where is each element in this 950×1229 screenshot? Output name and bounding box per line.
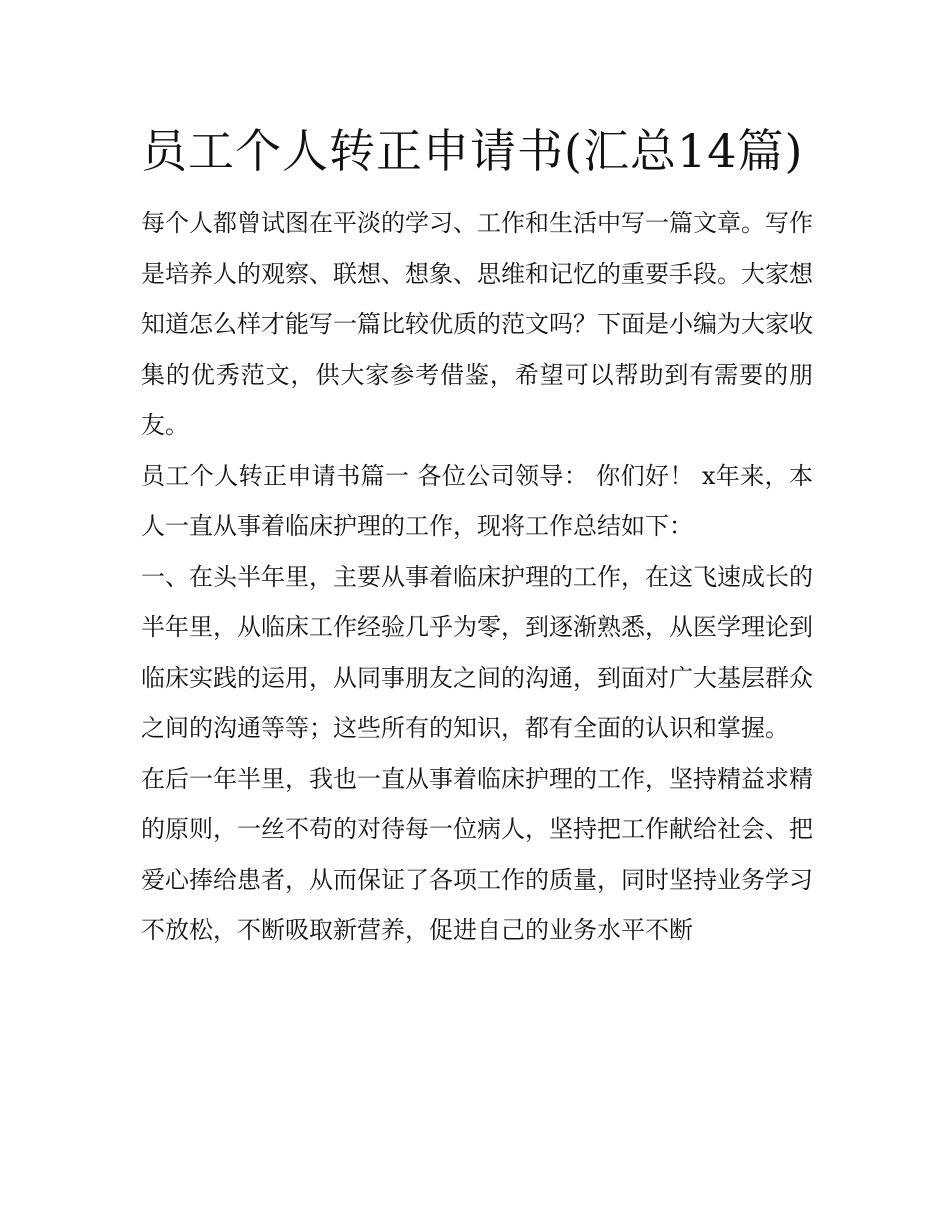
- paragraph-first-half-year: 一、在头半年里，主要从事着临床护理的工作，在这飞速成长的半年里，从临床工作经验几乎为零，到逐渐熟悉，从医学理论到临床实践的运用，从同事朋友之间的沟通，到面对广大基层群众之间的沟通等等；这些所有的知识，都有全面的认识和掌握。: [141, 562, 813, 742]
- paragraph-later-period: 在后一年半里，我也一直从事着临床护理的工作，坚持精益求精的原则，一丝不苟的对待每一位病人，坚持把工作献给社会、把爱心捧给患者，从而保证了各项工作的质量，同时坚持业务学习不放松，不断吸取新营养，促进自己的业务水平不断: [141, 764, 813, 944]
- document-page: [141, 112, 813, 956]
- paragraph-intro: 每个人都曾试图在平淡的学习、工作和生活中写一篇文章。写作是培养人的观察、联想、想象、思维和记忆的重要手段。大家想知道怎么样才能写一篇比较优质的范文吗？下面是小编为大家收集的优秀范文，供大家参考借鉴，希望可以帮助到有需要的朋友。: [141, 209, 813, 439]
- paragraph-greeting: 员工个人转正申请书篇一 各位公司领导： 你们好！ x年来，本人一直从事着临床护理的工作，现将工作总结如下：: [141, 461, 813, 540]
- document-title: 员工个人转正申请书(汇总14篇): [141, 124, 804, 178]
